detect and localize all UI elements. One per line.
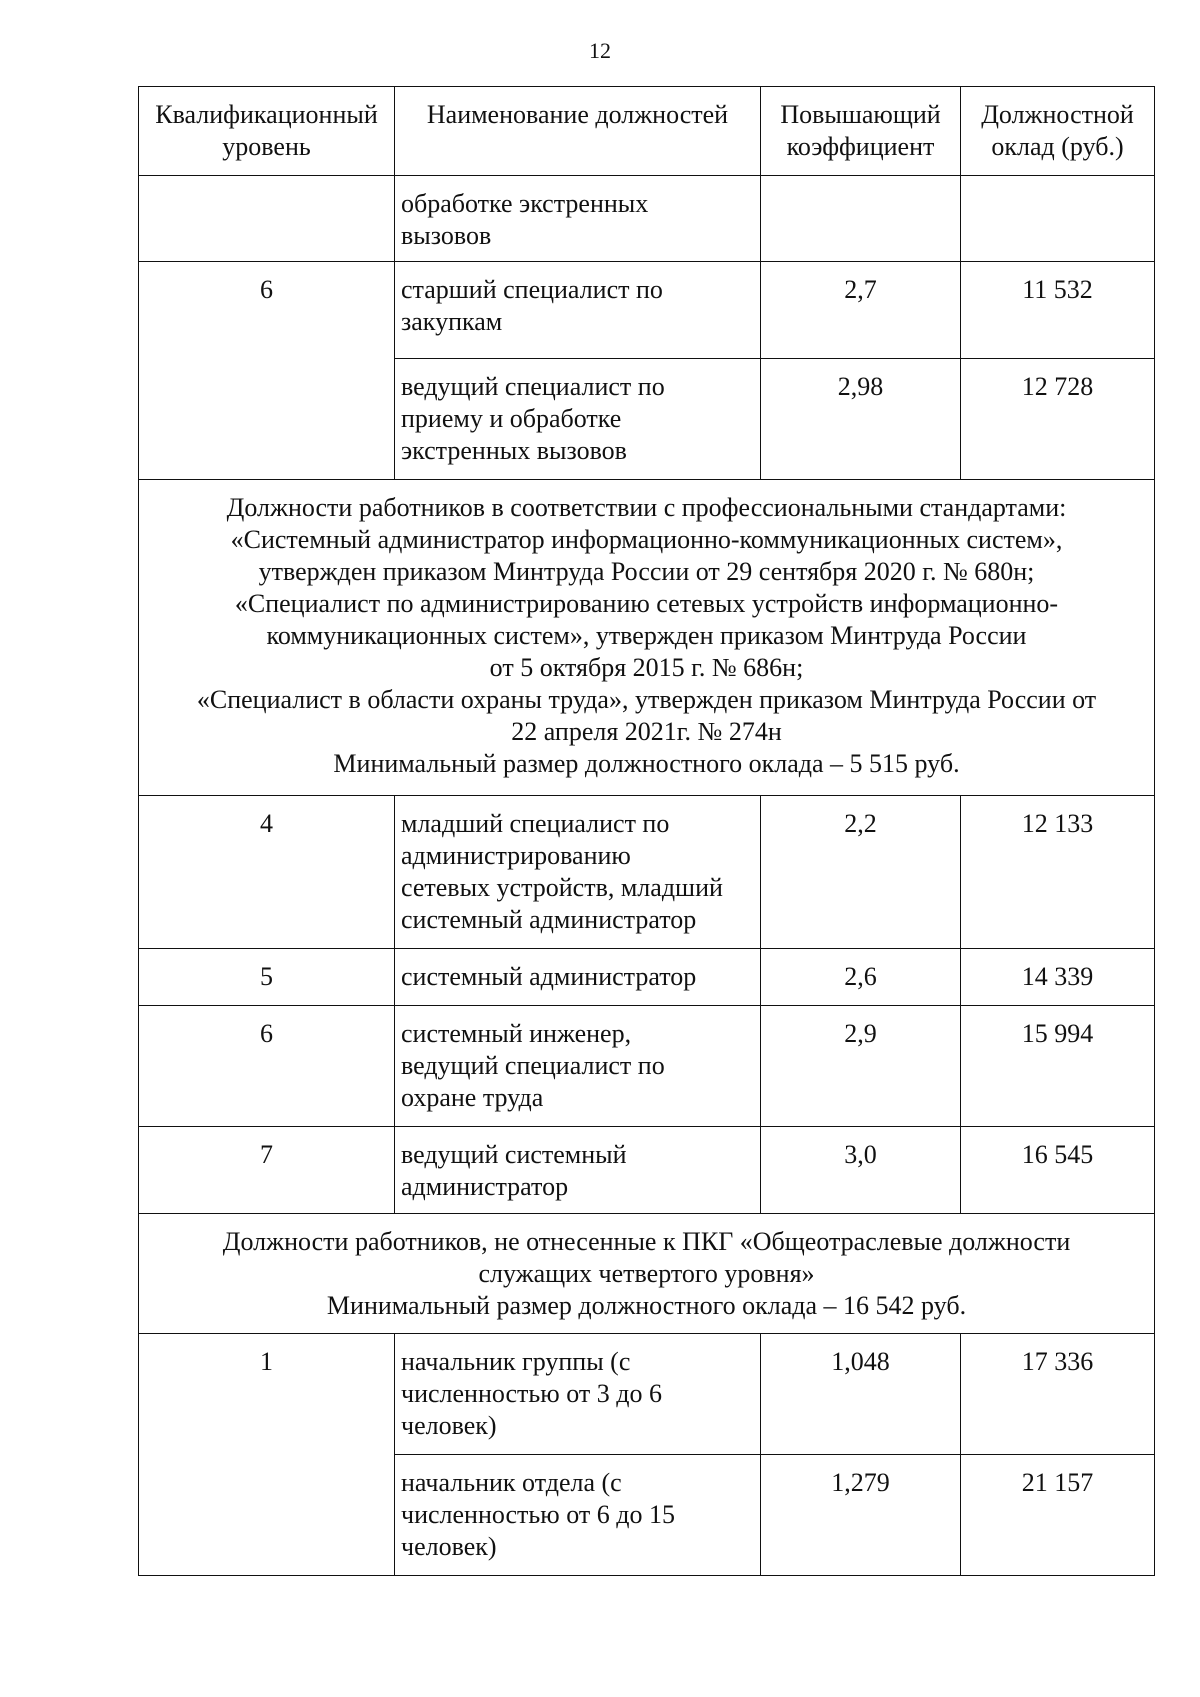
table-row [139, 262, 1155, 359]
salary-cell: 15 994 [961, 1006, 1155, 1127]
level-cell: 6 [139, 1006, 395, 1127]
salary-cell: 21 157 [961, 1455, 1155, 1576]
level-cell: 5 [139, 949, 395, 1006]
coefficient-cell: 3,0 [761, 1127, 961, 1214]
salary-cell [961, 176, 1155, 262]
section-heading-row [139, 1214, 1155, 1334]
table-row [139, 1334, 1155, 1455]
salary-cell: 16 545 [961, 1127, 1155, 1214]
table-row [139, 796, 1155, 949]
table-header-row [139, 87, 1155, 176]
position-cell: системный администратор [395, 949, 761, 1006]
position-cell: системный инженер, ведущий специалист по охране труда [395, 1006, 761, 1127]
header-position-name: Наименование должностей [395, 87, 761, 176]
coefficient-cell [761, 176, 961, 262]
coefficient-cell: 2,7 [761, 262, 961, 359]
position-cell: ведущий специалист по приему и обработке экстренных вызовов [395, 359, 761, 480]
position-cell: ведущий системный администратор [395, 1127, 761, 1214]
header-coefficient: Повышающий коэффициент [761, 87, 961, 176]
level-cell: 7 [139, 1127, 395, 1214]
position-cell: старший специалист по закупкам [395, 262, 761, 359]
level-cell [139, 176, 395, 262]
coefficient-cell: 2,2 [761, 796, 961, 949]
salary-cell: 14 339 [961, 949, 1155, 1006]
section-heading-row [139, 480, 1155, 796]
section-heading: Должности работников в соответствии с профессиональными стандартами: «Системный администратор информационно-коммуникационных систем», утвержден приказом Минтруда России от 29 сентября 2020 г. № 680н; «Специалист по администрированию сетевых устройств информационно- коммуникационных систем», утвержден приказом Минтруда России от 5 октября 2015 г. № 686н; «Специалист в области охраны труда», утвержден приказом Минтруда России от 22 апреля 2021г. № 274н Минимальный размер должностного оклада – 5 515 руб. [139, 480, 1155, 796]
level-cell: 6 [139, 262, 395, 480]
coefficient-cell: 1,048 [761, 1334, 961, 1455]
salary-table [138, 86, 1155, 1576]
table-row [139, 1127, 1155, 1214]
table-row [139, 176, 1155, 262]
salary-cell: 11 532 [961, 262, 1155, 359]
salary-cell: 12 728 [961, 359, 1155, 480]
position-cell: начальник отдела (с численностью от 6 до 15 человек) [395, 1455, 761, 1576]
position-cell: младший специалист по администрированию сетевых устройств, младший системный администратор [395, 796, 761, 949]
salary-cell: 12 133 [961, 796, 1155, 949]
header-salary: Должностной оклад (руб.) [961, 87, 1155, 176]
section-heading: Должности работников, не отнесенные к ПКГ «Общеотраслевые должности служащих четвертого уровня» Минимальный размер должностного оклада – 16 542 руб. [139, 1214, 1155, 1334]
table-row [139, 949, 1155, 1006]
level-cell: 4 [139, 796, 395, 949]
page-number: 12 [589, 38, 611, 63]
header-level: Квалификационный уровень [139, 87, 395, 176]
coefficient-cell: 1,279 [761, 1455, 961, 1576]
table-row [139, 1006, 1155, 1127]
position-cell: обработке экстренных вызовов [395, 176, 761, 262]
position-cell: начальник группы (с численностью от 3 до 6 человек) [395, 1334, 761, 1455]
salary-cell: 17 336 [961, 1334, 1155, 1455]
coefficient-cell: 2,98 [761, 359, 961, 480]
coefficient-cell: 2,9 [761, 1006, 961, 1127]
level-cell: 1 [139, 1334, 395, 1576]
coefficient-cell: 2,6 [761, 949, 961, 1006]
